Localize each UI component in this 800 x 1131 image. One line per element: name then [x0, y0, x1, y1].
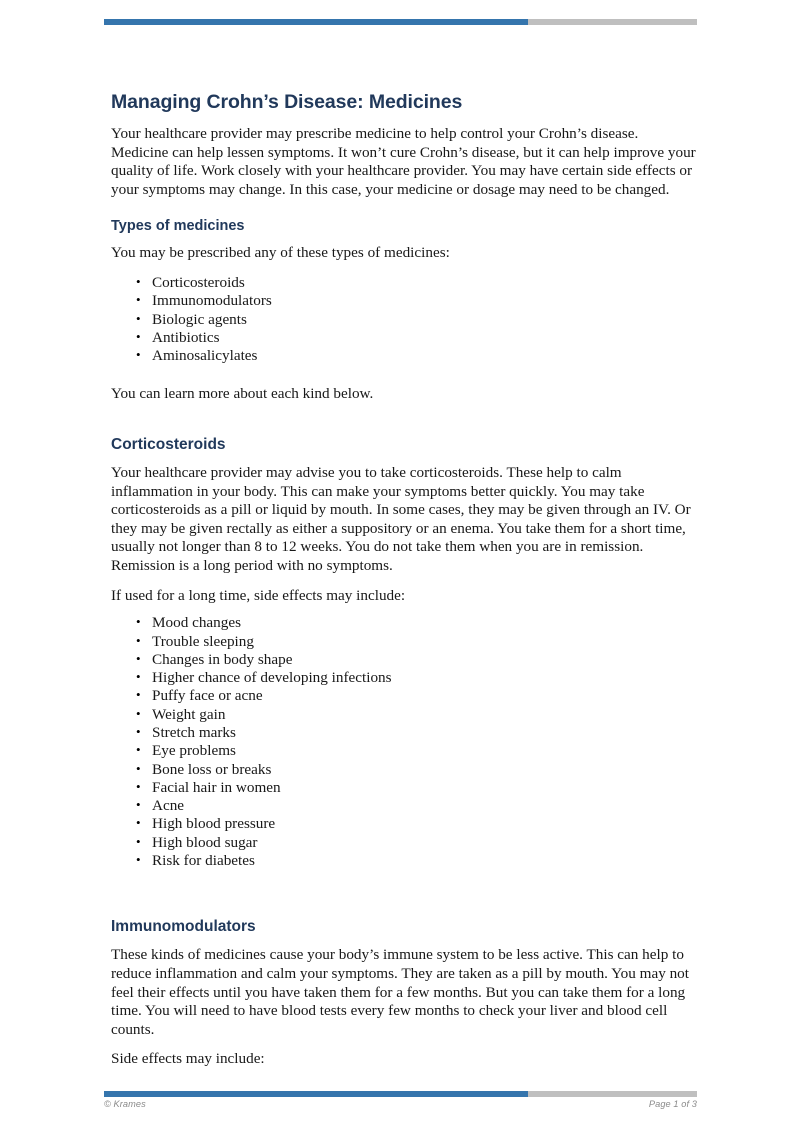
types-lead-paragraph: You may be prescribed any of these types of medicines:	[111, 244, 450, 262]
page-title: Managing Crohn’s Disease: Medicines	[111, 91, 463, 113]
list-item: • Puffy face or acne	[152, 687, 697, 705]
types-of-medicines-list	[111, 274, 697, 365]
immunomodulators-side-effects-lead: Side effects may include:	[111, 1050, 265, 1068]
document-content	[111, 90, 697, 1080]
list-item: • Risk for diabetes	[152, 852, 697, 870]
section-heading-corticosteroids: Corticosteroids	[111, 436, 226, 454]
header-rule-gray-segment	[528, 19, 697, 25]
corticosteroids-side-effects-list	[111, 614, 697, 870]
header-rule-blue-segment	[104, 19, 528, 25]
footer-rule-gray-segment	[528, 1091, 697, 1097]
list-item: • Antibiotics	[152, 329, 697, 347]
footer-page-number: Page 1 of 3	[648, 1099, 697, 1109]
list-item: • Eye problems	[152, 742, 697, 760]
list-item: • Weight gain	[152, 706, 697, 724]
footer-rule	[104, 1091, 697, 1097]
list-item: • Immunomodulators	[152, 292, 697, 310]
footer-copyright: © Krames	[104, 1099, 146, 1109]
page-footer	[104, 1099, 697, 1109]
header-rule	[104, 19, 697, 25]
list-item: • Aminosalicylates	[152, 347, 697, 365]
list-spacer	[111, 876, 697, 886]
list-item: • Mood changes	[152, 614, 697, 632]
corticosteroids-body-paragraph: Your healthcare provider may advise you to take corticosteroids. These help to calm inflammation in your body. This can make your symptoms better quickly. You may take corticosteroids as a pill or liquid by mouth. In some cases, they may be given through an IV. Or they may be given rectally as either a suppository or an enema. You take them for a short time, usually not longer than 8 to 12 weeks. You do not take them when you are in remission. Remission is a long period with no symptoms.	[111, 464, 691, 575]
list-spacer	[111, 371, 697, 385]
list-item: • Stretch marks	[152, 724, 697, 742]
list-item: • Higher chance of developing infections	[152, 669, 697, 687]
section-heading-immunomodulators: Immunomodulators	[111, 918, 256, 936]
list-item: • Trouble sleeping	[152, 633, 697, 651]
list-item: • Bone loss or breaks	[152, 761, 697, 779]
types-closing-paragraph: You can learn more about each kind below.	[111, 385, 374, 403]
section-heading-types-of-medicines: Types of medicines	[111, 218, 245, 235]
corticosteroids-side-effects-lead: If used for a long time, side effects may include:	[111, 586, 406, 604]
list-item: • Acne	[152, 797, 697, 815]
list-item: • Changes in body shape	[152, 651, 697, 669]
intro-paragraph: Your healthcare provider may prescribe medicine to help control your Crohn’s disease. Medicine can help lessen symptoms. It won’t cure Crohn’s disease, but it can help improve your quality of life. Work closely with your healthcare provider. You may have certain side effects or your symptoms may change. In this case, your medicine or dosage may need to be changed.	[111, 125, 696, 198]
immunomodulators-body-paragraph: These kinds of medicines cause your body’s immune system to be less active. This can help to reduce inflammation and calm your symptoms. They are taken as a pill by mouth. You may not feel their effects until you have taken them for a few months. But you can take them for a long time. You will need to have blood tests every few months to check your liver and blood cell counts.	[111, 946, 689, 1038]
footer-rule-blue-segment	[104, 1091, 528, 1097]
list-item: • Biologic agents	[152, 311, 697, 329]
list-item: • High blood sugar	[152, 834, 697, 852]
list-item: • High blood pressure	[152, 815, 697, 833]
list-item: • Corticosteroids	[152, 274, 697, 292]
list-item: • Facial hair in women	[152, 779, 697, 797]
